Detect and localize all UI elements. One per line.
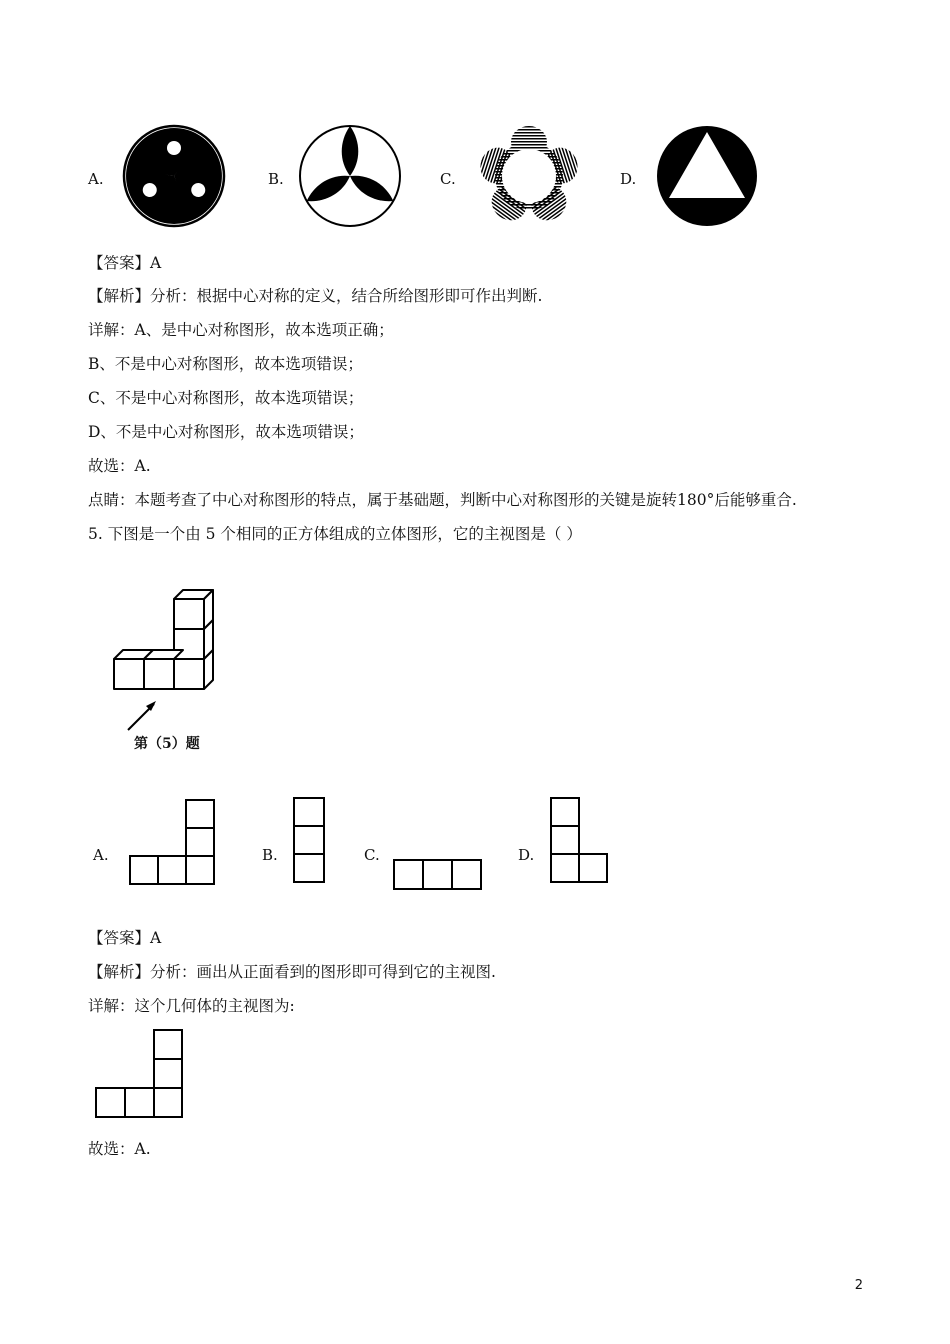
front-view-option-c: [392, 858, 484, 892]
q5-option-a-label: A.: [93, 846, 109, 864]
three-swirl-circle-icon: [122, 124, 226, 228]
cube-stack-figure: [108, 584, 228, 754]
front-view-option-d: [549, 796, 613, 888]
q4-detail-a: 详解：A、是中心对称图形，故本选项正确；: [88, 321, 394, 339]
front-view-option-b: [292, 796, 328, 888]
front-view-answer: [94, 1028, 186, 1120]
q5-question: 5. 下图是一个由 5 个相同的正方体组成的立体图形，它的主视图是（ ）: [88, 525, 582, 543]
q4-detail-c: C、不是中心对称图形，故本选项错误；: [88, 389, 364, 407]
q4-detail-b: B、不是中心对称图形，故本选项错误；: [88, 355, 363, 373]
q5-answer: 【答案】A: [88, 929, 162, 947]
q5-option-d-label: D.: [518, 846, 535, 864]
option-c-label: C.: [440, 170, 456, 188]
q5-analysis: 【解析】分析：画出从正面看到的图形即可得到它的主视图.: [88, 963, 496, 981]
q5-detail: 详解：这个几何体的主视图为:: [88, 997, 295, 1015]
striped-flower-icon: [474, 124, 584, 224]
q5-option-b-label: B.: [262, 846, 278, 864]
three-petal-circle-icon: [298, 124, 402, 228]
q4-answer: 【答案】A: [88, 254, 162, 272]
figure-caption: 第（5）题: [134, 736, 200, 752]
q4-analysis: 【解析】分析：根据中心对称的定义，结合所给图形即可作出判断.: [88, 287, 543, 305]
option-d-label: D.: [620, 170, 637, 188]
option-a-label: A.: [88, 170, 104, 188]
q4-comment: 点睛：本题考查了中心对称图形的特点，属于基础题，判断中心对称图形的关键是旋转180°后能够重合.: [88, 491, 797, 509]
option-b-label: B.: [268, 170, 284, 188]
q4-detail-d: D、不是中心对称图形，故本选项错误；: [88, 423, 364, 441]
triangle-in-disc-icon: [655, 124, 759, 228]
page-number: 2: [854, 1278, 863, 1293]
front-view-option-a: [128, 796, 220, 888]
q5-choice: 故选：A.: [88, 1140, 151, 1158]
q5-option-c-label: C.: [364, 846, 380, 864]
q4-choice: 故选：A.: [88, 457, 151, 475]
